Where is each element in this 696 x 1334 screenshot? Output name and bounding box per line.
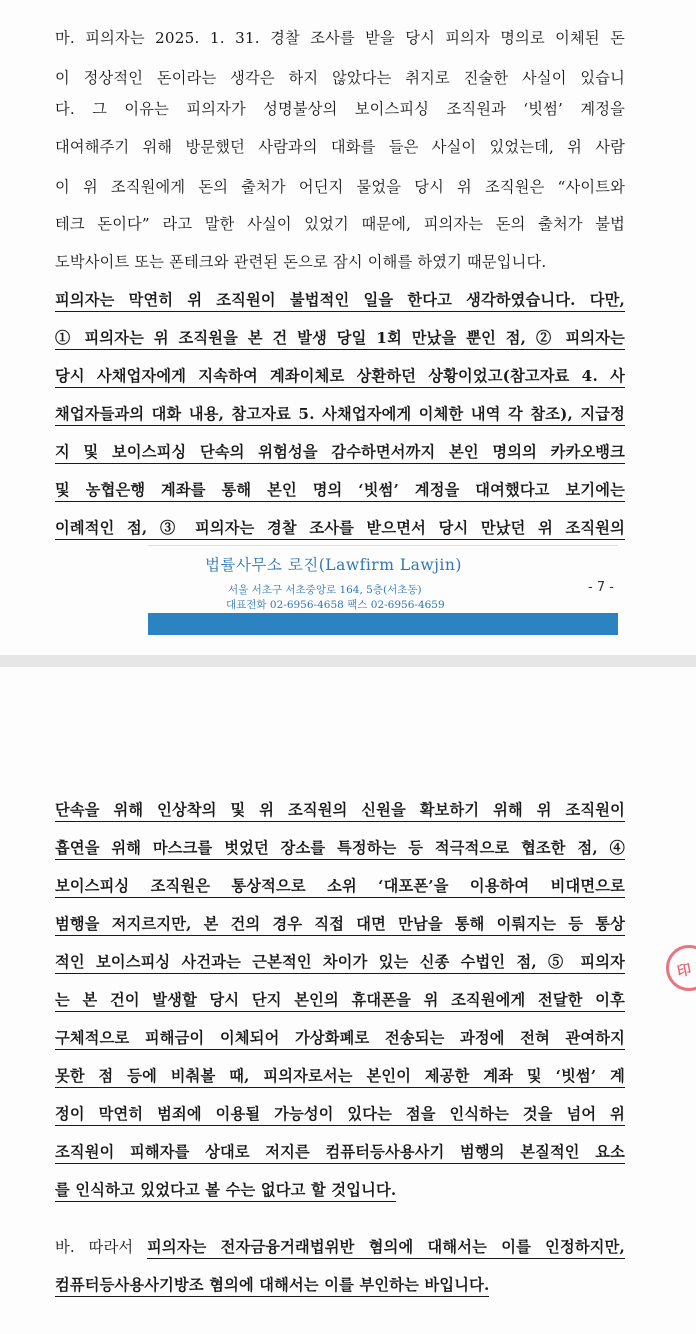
conclusion-prefix: 바. 따라서 — [55, 1238, 147, 1256]
text-line-underlined — [55, 838, 625, 858]
firm-address: 서울 서초구 서초중앙로 164, 5층(서초동) — [228, 584, 422, 596]
text-line-underlined — [55, 442, 625, 462]
text-line: 이 위 조직원에게 돈의 출처가 어딘지 물었을 당시 위 조직원은 “사이트와 — [55, 178, 625, 196]
seal-stamp-icon: 印 — [666, 945, 696, 991]
underlined-text: 및 농협은행 계좌를 통해 본인 명의 ‘빗썸’ 계정을 대여했다고 보기에는 — [55, 481, 625, 502]
page-separator — [0, 655, 696, 667]
underlined-text: 채업자들과의 대화 내용, 참고자료 5. 사채업자에게 이체한 내역 각 참조), 지급정 — [55, 405, 625, 426]
page-number: - 7 - — [588, 580, 614, 595]
underlined-text: 못한 점 등에 비춰볼 때, 피의자로서는 본인이 제공한 계좌 및 ‘빗썸’ 계 — [55, 1067, 625, 1088]
document-page-7 — [0, 0, 696, 655]
underlined-text: 컴퓨터등사용사기방조 혐의에 대해서는 이를 부인하는 바입니다. — [55, 1276, 489, 1297]
text-line: 대여해주기 위해 방문했던 사람과의 대화를 들은 사실이 있었는데, 위 사람 — [55, 138, 625, 156]
document-page-8 — [0, 667, 696, 1334]
text-line-underlined — [55, 1104, 625, 1124]
underlined-text: 단속을 위해 인상착의 및 위 조직원의 신원을 확보하기 위해 위 조직원이 — [55, 801, 625, 822]
underlined-text: 보이스피싱 조직원은 통상적으로 소위 ‘대포폰’을 이용하여 비대면으로 — [55, 877, 625, 898]
text-line-underlined — [55, 480, 625, 500]
text-line-underlined — [55, 952, 625, 972]
underlined-text: 범행을 저지르지만, 본 건의 경우 직접 대면 만남을 통해 이뤄지는 등 통상 — [55, 915, 625, 936]
conclusion-line-1 — [55, 1237, 625, 1257]
text-line-underlined — [55, 800, 625, 820]
firm-phone: 대표전화 02-6956-4658 팩스 02-6956-4659 — [226, 599, 445, 611]
text-line-underlined — [55, 990, 625, 1010]
text-line-underlined — [55, 290, 625, 310]
underlined-text: 당시 사채업자에게 지속하여 계좌이체로 상환하던 상황이었고(참고자료 4. 사 — [55, 367, 625, 388]
underlined-text: 는 본 건이 발생할 당시 단지 본인의 휴대폰을 위 조직원에게 전달한 이후 — [55, 991, 625, 1012]
text-line-underlined — [55, 366, 625, 386]
text-line: 다. 그 이유는 피의자가 성명불상의 보이스피싱 조직원과 ‘빗썸’ 계정을 — [55, 100, 625, 118]
text-line-underlined — [55, 1142, 625, 1162]
underlined-text: 구체적으로 피해금이 이체되어 가상화폐로 전송되는 과정에 전혀 관여하지 — [55, 1029, 625, 1050]
underlined-text: 이례적인 점, ③ 피의자는 경찰 조사를 받으면서 당시 만났던 위 조직원의 — [55, 519, 625, 540]
underlined-text: 적인 보이스피싱 사건과는 근본적인 차이가 있는 신종 수법인 점, ⑤ 피의자 — [55, 953, 625, 974]
underlined-text: 조직원이 피해자를 상대로 저지른 컴퓨터등사용사기 범행의 본질적인 요소 — [55, 1143, 625, 1164]
firm-name: 법률사무소 로진(Lawfirm Lawjin) — [205, 556, 462, 574]
conclusion-line-2 — [55, 1275, 489, 1295]
underlined-text: 흡연을 위해 마스크를 벗었던 장소를 특정하는 등 적극적으로 협조한 점, ④ — [55, 839, 625, 860]
underlined-text: ① 피의자는 위 조직원을 본 건 발생 당일 1회 만났을 뿐인 점, ② 피의자는 — [55, 329, 625, 350]
text-line: 마. 피의자는 2025. 1. 31. 경찰 조사를 받을 당시 피의자 명의로 이체된 돈 — [55, 29, 625, 47]
text-line: 이 정상적인 돈이라는 생각은 하지 않았다는 취지로 진술한 사실이 있습니 — [55, 69, 625, 87]
text-line-underlined — [55, 518, 625, 538]
text-line-underlined — [55, 328, 625, 348]
text-line-underlined — [55, 876, 625, 896]
underlined-text: 피의자는 전자금융거래법위반 혐의에 대해서는 이를 인정하지만, — [147, 1238, 625, 1259]
text-line-underlined — [55, 404, 625, 424]
text-line-underlined — [55, 914, 625, 934]
underlined-text: 정이 막연히 범죄에 이용될 가능성이 있다는 점을 인식하는 것을 넘어 위 — [55, 1105, 625, 1126]
text-line-underlined — [55, 1066, 625, 1086]
text-line-underlined — [55, 1028, 625, 1048]
underlined-text: 를 인식하고 있었다고 볼 수는 없다고 할 것입니다. — [55, 1181, 396, 1202]
underlined-text: 지 및 보이스피싱 단속의 위험성을 감수하면서까지 본인 명의의 카카오뱅크 — [55, 443, 625, 464]
footer-divider — [148, 545, 618, 546]
underlined-text: 피의자는 막연히 위 조직원이 불법적인 일을 한다고 생각하였습니다. 다만, — [55, 291, 625, 312]
footer-color-bar — [148, 613, 618, 635]
text-line-underlined — [55, 1180, 396, 1200]
text-line: 도박사이트 또는 폰테크와 관련된 돈으로 잠시 이해를 하였기 때문입니다. — [55, 253, 547, 271]
text-line: 테크 돈이다” 라고 말한 사실이 있었기 때문에, 피의자는 돈의 출처가 불법 — [55, 215, 625, 233]
